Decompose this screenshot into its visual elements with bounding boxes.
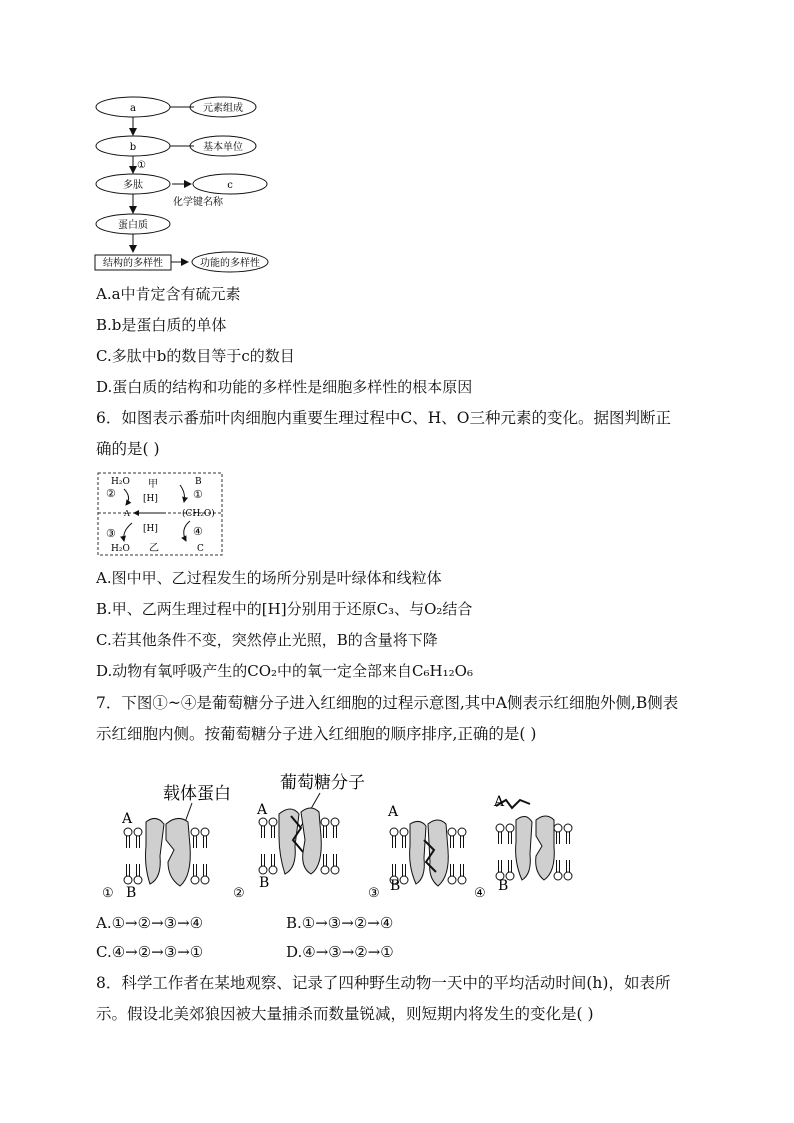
q6-stem-line1: 6．如图表示番茄叶肉细胞内重要生理过程中C、H、O三种元素的变化。据图判断正 (96, 409, 671, 427)
glucose-transport-diagram (100, 766, 600, 900)
bond-name-label: 化学键名称 (173, 197, 223, 208)
panel-4 (474, 794, 572, 900)
q7-stem-line2: 示红细胞内侧。按葡萄糖分子进入红细胞的顺序排序,正确的是( ) (96, 725, 537, 743)
h-top-label: [H] (143, 494, 158, 504)
step-3-label: ③ (106, 527, 116, 540)
h2o-top-label: H₂O (111, 477, 130, 487)
panel-1-label: ① (102, 886, 114, 900)
panel-3 (368, 804, 466, 900)
q7-stem-line1: 7．下图①~④是葡萄糖分子进入红细胞的过程示意图,其中A侧表示红细胞外侧,B侧表 (96, 694, 679, 712)
panel-3-label: ③ (368, 886, 380, 900)
q7-option-d: D.④→③→②→① (286, 943, 394, 961)
side-a-label: A (388, 804, 399, 820)
a-label: A (124, 509, 130, 518)
q8-stem-line1: 8．科学工作者在某地观察、记录了四种野生动物一天中的平均活动时间(h)，如表所 (96, 974, 671, 992)
h2o-bottom-label: H₂O (111, 544, 130, 554)
q6-stem-line2: 确的是( ) (96, 440, 160, 458)
jia-label: 甲 (148, 479, 158, 490)
side-b-label: B (259, 875, 270, 891)
side-a-label: A (122, 811, 133, 827)
panel-4-label: ④ (474, 886, 486, 900)
side-a-label: A (257, 802, 268, 818)
polypeptide-label: 多肽 (123, 180, 143, 191)
node-b-label: b (129, 142, 137, 153)
h-bottom-label: [H] (143, 524, 158, 534)
function-diversity-label: 功能的多样性 (200, 258, 260, 269)
b-label: B (195, 477, 202, 487)
q8-stem-line2: 示。假设北美郊狼因被大量捕杀而数量锐减，则短期内将发生的变化是( ) (96, 1005, 594, 1023)
structure-diversity-label: 结构的多样性 (103, 258, 163, 269)
glucose-molecule-label: 葡萄糖分子 (280, 773, 365, 793)
side-b-label: B (126, 885, 137, 900)
c-label: C (197, 544, 204, 554)
yi-label: 乙 (149, 543, 159, 554)
node-c-label: c (227, 180, 233, 191)
ch2o-label: (CH₂O) (182, 509, 215, 519)
q5-option-b: B.b是蛋白质的单体 (96, 316, 227, 334)
photosynthesis-respiration-diagram (96, 471, 224, 557)
element-composition-label: 元素组成 (203, 103, 243, 114)
panel-2-label: ② (233, 886, 245, 900)
q7-option-c: C.④→②→③→① (96, 943, 204, 961)
q5-option-c: C.多肽中b的数目等于c的数目 (96, 347, 295, 365)
q5-option-d: D.蛋白质的结构和功能的多样性是细胞多样性的根本原因 (96, 378, 473, 396)
panel-2 (233, 802, 339, 900)
q6-option-a: A.图中甲、乙过程发生的场所分别是叶绿体和线粒体 (96, 569, 442, 587)
step-1-label: ① (137, 160, 146, 171)
basic-unit-label: 基本单位 (203, 142, 243, 153)
q5-option-a: A.a中肯定含有硫元素 (96, 285, 241, 303)
q6-option-b: B.甲、乙两生理过程中的[H]分别用于还原C₃、与O₂结合 (96, 600, 473, 618)
protein-label: 蛋白质 (118, 220, 148, 231)
protein-concept-diagram (90, 92, 280, 274)
carrier-protein-label: 载体蛋白 (163, 784, 231, 804)
side-a-label: A (494, 794, 505, 810)
q7-option-a: A.①→②→③→④ (96, 914, 204, 932)
q6-option-d: D.动物有氧呼吸产生的CO₂中的氧一定全部来自C₆H₁₂O₆ (96, 662, 473, 680)
step-1-label: ① (193, 488, 203, 501)
node-a-label: a (130, 103, 136, 114)
step-4-label: ④ (193, 525, 203, 538)
q7-option-b: B.①→③→②→④ (286, 914, 394, 932)
side-b-label: B (498, 878, 509, 894)
step-2-label: ② (106, 487, 116, 500)
q6-option-c: C.若其他条件不变，突然停止光照，B的含量将下降 (96, 631, 438, 649)
side-b-label: B (390, 878, 401, 894)
panel-1 (102, 811, 209, 900)
